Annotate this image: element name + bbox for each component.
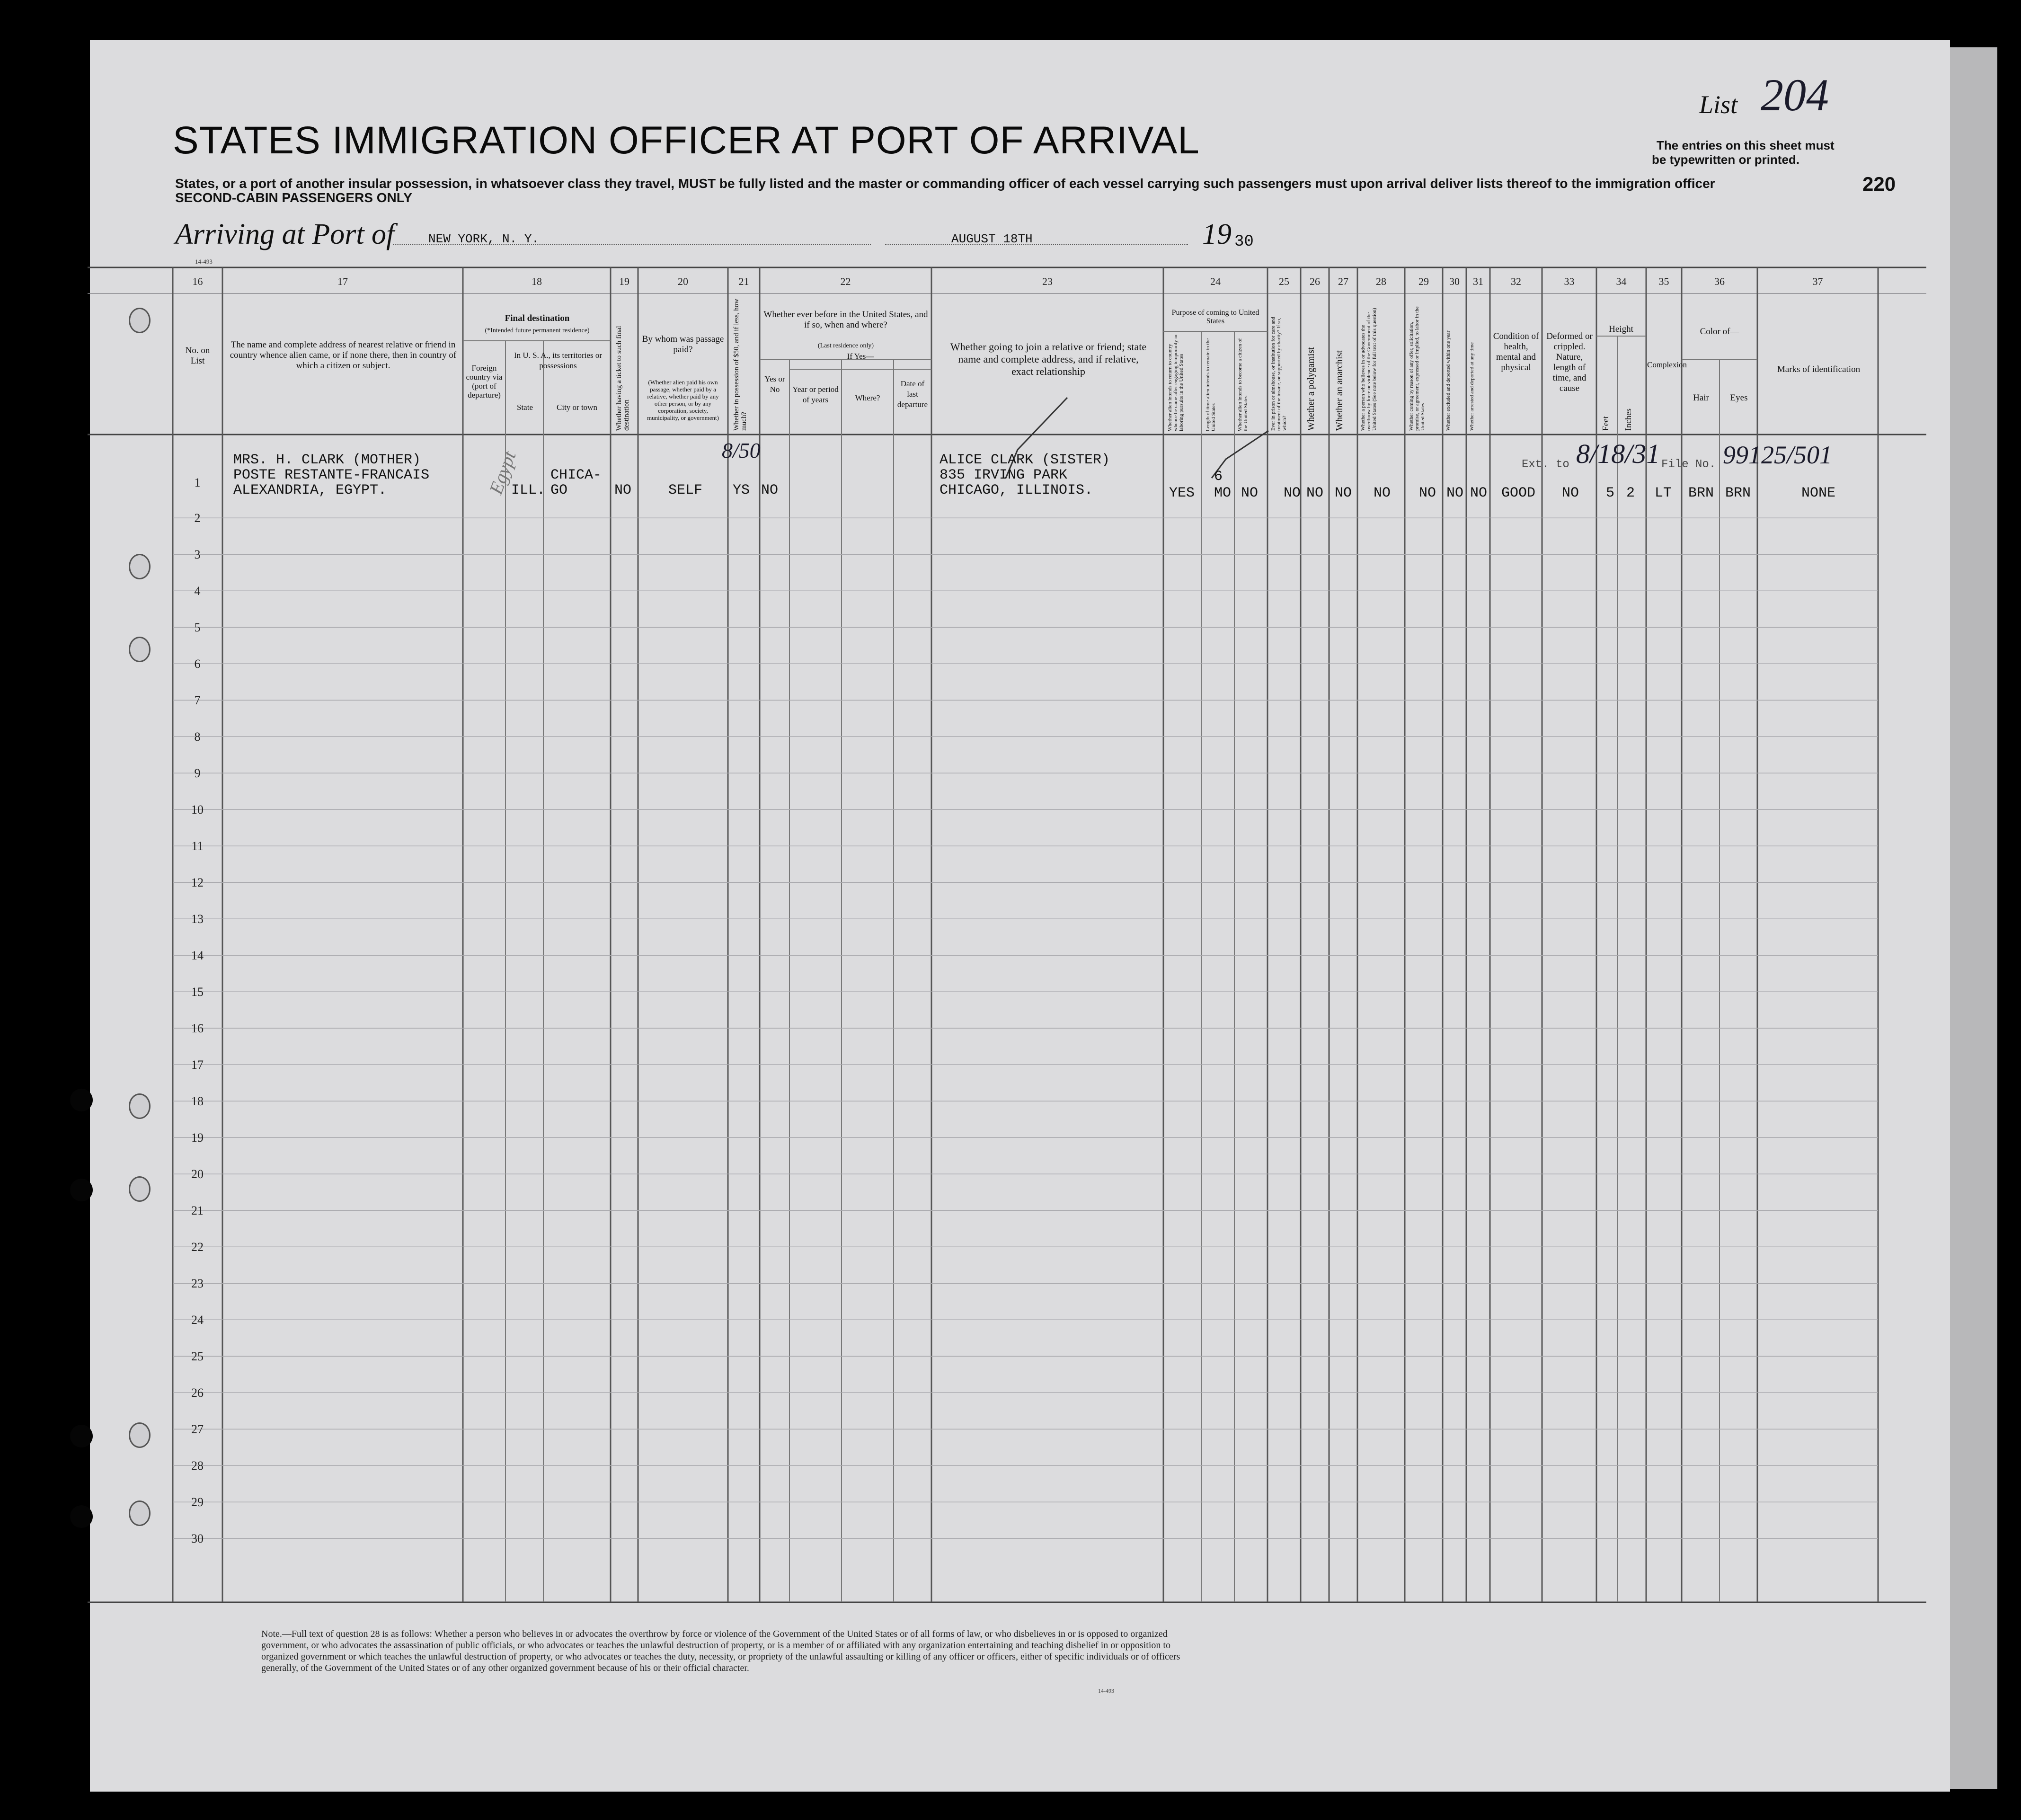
row-number: 11 [191,839,204,853]
header-city: City or town [557,403,597,412]
row-number: 16 [191,1021,204,1035]
header-passage-paid: By whom was passage paid? [642,334,724,355]
typewritten-notice-line-2: be typewritten or printed. [1652,152,1800,167]
entry-polygamist: NO [1306,485,1324,501]
header-excluded: Whether excluded and deported within one year [1445,330,1451,431]
entry-file-label: File No. [1661,458,1716,471]
header-if-yes: If Yes— [847,352,874,361]
entry-join-line: CHICAGO, ILLINOIS. [940,482,1093,498]
row-number: 23 [191,1277,204,1290]
header-marks: Marks of identification [1777,364,1861,374]
header-purpose-length: Length of time alien intends to remain in the United States [1205,338,1216,431]
header-deported: Whether arrested and deported at any time [1469,342,1475,431]
entry-join-line: ALICE CLARK (SISTER) [940,452,1110,468]
passenger-class: SECOND-CABIN PASSENGERS ONLY [175,190,412,205]
header-feet: Feet [1601,416,1610,431]
entry-money-handwritten: 8/50 [722,438,761,462]
entry-length-line: MO [1214,485,1232,501]
row-number: 26 [191,1386,204,1400]
header-before-in-us: Whether ever before in the United States, and if so, when and where? [763,310,928,330]
row-number: 2 [194,511,201,525]
entry-city-line: CHICA- [550,467,602,483]
header-join-relative: Whether going to join a relative or friend; state name and complete address, and if relative, exact relationship [950,341,1147,377]
entry-relative-line: POSTE RESTANTE-FRANCAIS [233,467,430,483]
colnum-32: 32 [1511,275,1521,287]
row-number: 10 [191,803,204,817]
entry-ext-label: Ext. to [1522,458,1569,471]
colnum-19: 19 [619,275,629,287]
entry-money: YS [733,482,750,498]
header-height: Height [1609,324,1633,334]
row-number: 6 [194,657,201,671]
colnum-27: 27 [1338,275,1348,287]
form-code: 14-493 [195,258,213,265]
colnum-34: 34 [1616,275,1627,287]
row-number: 15 [191,985,204,999]
row-number: 3 [194,548,201,561]
entry-anarchist: NO [1335,485,1352,501]
entry-excluded: NO [1446,485,1464,501]
header-foreign-country: Foreign country via (port of departure) [466,364,503,400]
header-before-in-us-sub: (Last residence only) [817,342,874,349]
row-number: 20 [191,1167,204,1181]
date-underline [885,244,1188,245]
colnum-30: 30 [1449,275,1460,287]
typewritten-notice-line-1: The entries on this sheet must [1657,138,1835,152]
entry-ticket: NO [614,482,632,498]
entry-length-line: 6 [1214,469,1223,485]
header-in-usa: In U. S. A., its territories or possessions [514,351,603,370]
header-deformed: Deformed or crippled. Nature, length of time, and cause [1546,331,1593,393]
entry-relative-line: MRS. H. CLARK (MOTHER) [233,452,421,468]
header-hair: Hair [1693,393,1709,403]
row-number: 8 [194,730,201,744]
colnum-23: 23 [1042,275,1053,287]
colnum-21: 21 [738,275,749,287]
colnum-22: 22 [840,275,851,287]
row-number: 29 [191,1495,204,1509]
entry-relative-line: ALEXANDRIA, EGYPT. [233,482,387,498]
header-yes-or-no: Yes or No [764,374,785,394]
header-where: Where? [855,393,880,402]
entry-file-handwritten: 99125/501 [1723,441,1833,469]
colnum-35: 35 [1658,275,1669,287]
colnum-31: 31 [1473,275,1483,287]
arrival-year-prefix: 19 [1202,218,1232,250]
header-final-destination: Final destination [505,313,570,323]
header-list-number: No. on List [185,346,210,366]
row-number: 25 [191,1349,204,1363]
row-number: 5 [194,621,201,634]
header-overthrow: Whether a person who believes in or advocates the overthrow by force or violence of the Government of the United States (See note below for full text of this question) [1360,308,1377,431]
row-number: 4 [194,584,201,598]
row-number: 7 [194,693,201,707]
list-number: 204 [1761,70,1829,120]
entry-complexion: LT [1655,485,1672,501]
colnum-29: 29 [1418,275,1429,287]
header-polygamist: Whether a polygamist [1306,347,1316,431]
entry-foreign-handwritten: Egypt [485,448,520,497]
colnum-37: 37 [1812,275,1823,287]
header-ticket: Whether having a ticket to such final destination [615,326,630,431]
entry-marks: NONE [1801,485,1836,501]
colnum-28: 28 [1376,275,1386,287]
entry-inches: 2 [1626,485,1635,501]
header-anarchist: Whether an anarchist [1334,350,1345,431]
row-number: 24 [191,1313,204,1327]
colnum-20: 20 [678,275,688,287]
entry-feet: 5 [1606,485,1615,501]
colnum-16: 16 [192,275,203,287]
colnum-18: 18 [532,275,542,287]
header-color-of: Color of— [1700,327,1739,337]
colnum-36: 36 [1714,275,1725,287]
header-complexion: Complexion [1647,360,1687,369]
row-number: 17 [191,1058,204,1072]
lead-text: States, or a port of another insular possession, in whatsoever class they travel, MUST be fully listed and the master or commanding officer of each vessel carrying such passengers must upon arrival deliver lists thereof to the immigration officer [175,176,1715,191]
row-number: 22 [191,1240,204,1254]
colnum-25: 25 [1279,275,1289,287]
colnum-33: 33 [1564,275,1575,287]
arrival-year-suffix: 30 [1234,233,1254,251]
arrival-label: Arriving at Port of [175,218,395,250]
entry-state: ILL. [511,482,546,498]
entry-health: GOOD [1501,485,1536,501]
colnum-24: 24 [1210,275,1221,287]
entry-join-line: 835 IRVING PARK [940,467,1068,483]
header-eyes: Eyes [1730,393,1748,403]
header-purpose: Purpose of coming to United States [1171,309,1259,325]
header-final-destination-sub: (*Intended future permanent residence) [485,327,590,334]
header-state: State [517,403,533,412]
entry-ext-handwritten: 8/18/31 [1576,438,1660,469]
row-number: 19 [191,1131,204,1145]
header-fifty-dollars: Whether in possession of $50, and if less, how much? [733,298,748,431]
entry-eyes: BRN [1725,485,1751,501]
row-number: 1 [194,476,201,489]
page-title: STATES IMMIGRATION OFFICER AT PORT OF ARRIVAL [173,119,1200,162]
entry-return: YES [1169,485,1195,501]
header-years: Year or period of years [792,385,839,404]
row-number: 30 [191,1532,204,1545]
entry-deformed: NO [1562,485,1579,501]
row-number: 21 [191,1204,204,1217]
colnum-26: 26 [1310,275,1320,287]
footnote: Note.—Full text of question 28 is as follows: Whether a person who believes in or advocates the overthrow by force or violence of the Government of the United States or of all forms of law, or who disbelieves in or is opposed to organized government, or who advocates the assassination of public officials, or who advocates or teaches the unlawful destruction of property, or is a member of or affiliated with any organization entertaining and teaching disbelief in or opposition to organized government or which teaches the unlawful destruction of property, or who advocates or teaches the duty, necessity, or propriety of the unlawful assaulting or killing of any officer or officers, either of specific individuals or of officers generally, of the Government of the United States or of any other organized government because of his or their official character. [261,1629,1180,1673]
header-relative-address: The name and complete address of nearest relative or friend in country whence alien came, or if none there, then in country of which a citizen or subject. [230,340,457,371]
header-labor-offer: Whether coming by reason of any offer, solicitation, promise, or agreement, expressed or implied, to labor in the United States [1409,306,1426,431]
header-purpose-citizen: Whether alien intends to become a citizen of the United States [1237,338,1249,431]
entry-prison: NO [1284,485,1301,501]
colnum-17: 17 [337,275,348,287]
entry-citizen: NO [1241,485,1259,501]
entry-overthrow: NO [1374,485,1391,501]
header-health: Condition of health, mental and physical [1493,331,1539,373]
row-number: 18 [191,1094,204,1108]
page-number: 220 [1862,173,1896,195]
entry-hair: BRN [1688,485,1714,501]
header-prison: Ever in prison or almshouse, or institution for care and treatment of the insane, or supported by charity? If so, which? [1270,317,1287,431]
row-number: 13 [191,912,204,926]
header-passage-paid-sub: (Whether alien paid his own passage, whether paid by a relative, whether paid by any other person, or by any corporation, society, municipality, or government) [647,379,719,421]
row-number: 14 [191,949,204,962]
entry-labor-offer: NO [1419,485,1436,501]
row-number: 27 [191,1422,204,1436]
row-number: 9 [194,766,201,780]
entry-city-line: GO [550,482,568,498]
header-purpose-return: Whether alien intends to return to country whence he came after engaging temporarily in laboring pursuits in the United States [1167,334,1184,431]
arrival-date: AUGUST 18TH [951,232,1033,246]
entry-paid-by: SELF [668,482,703,498]
entry-before-us: NO [761,482,779,498]
entry-deported: NO [1470,485,1488,501]
list-label: List [1699,90,1738,119]
footer-form-code: 14-493 [1098,1687,1114,1694]
arrival-port: NEW YORK, N. Y. [428,232,540,246]
header-date-departure: Date of last departure [897,379,928,409]
header-inches: Inches [1623,408,1633,431]
row-number: 12 [191,876,204,889]
row-number: 28 [191,1459,204,1473]
